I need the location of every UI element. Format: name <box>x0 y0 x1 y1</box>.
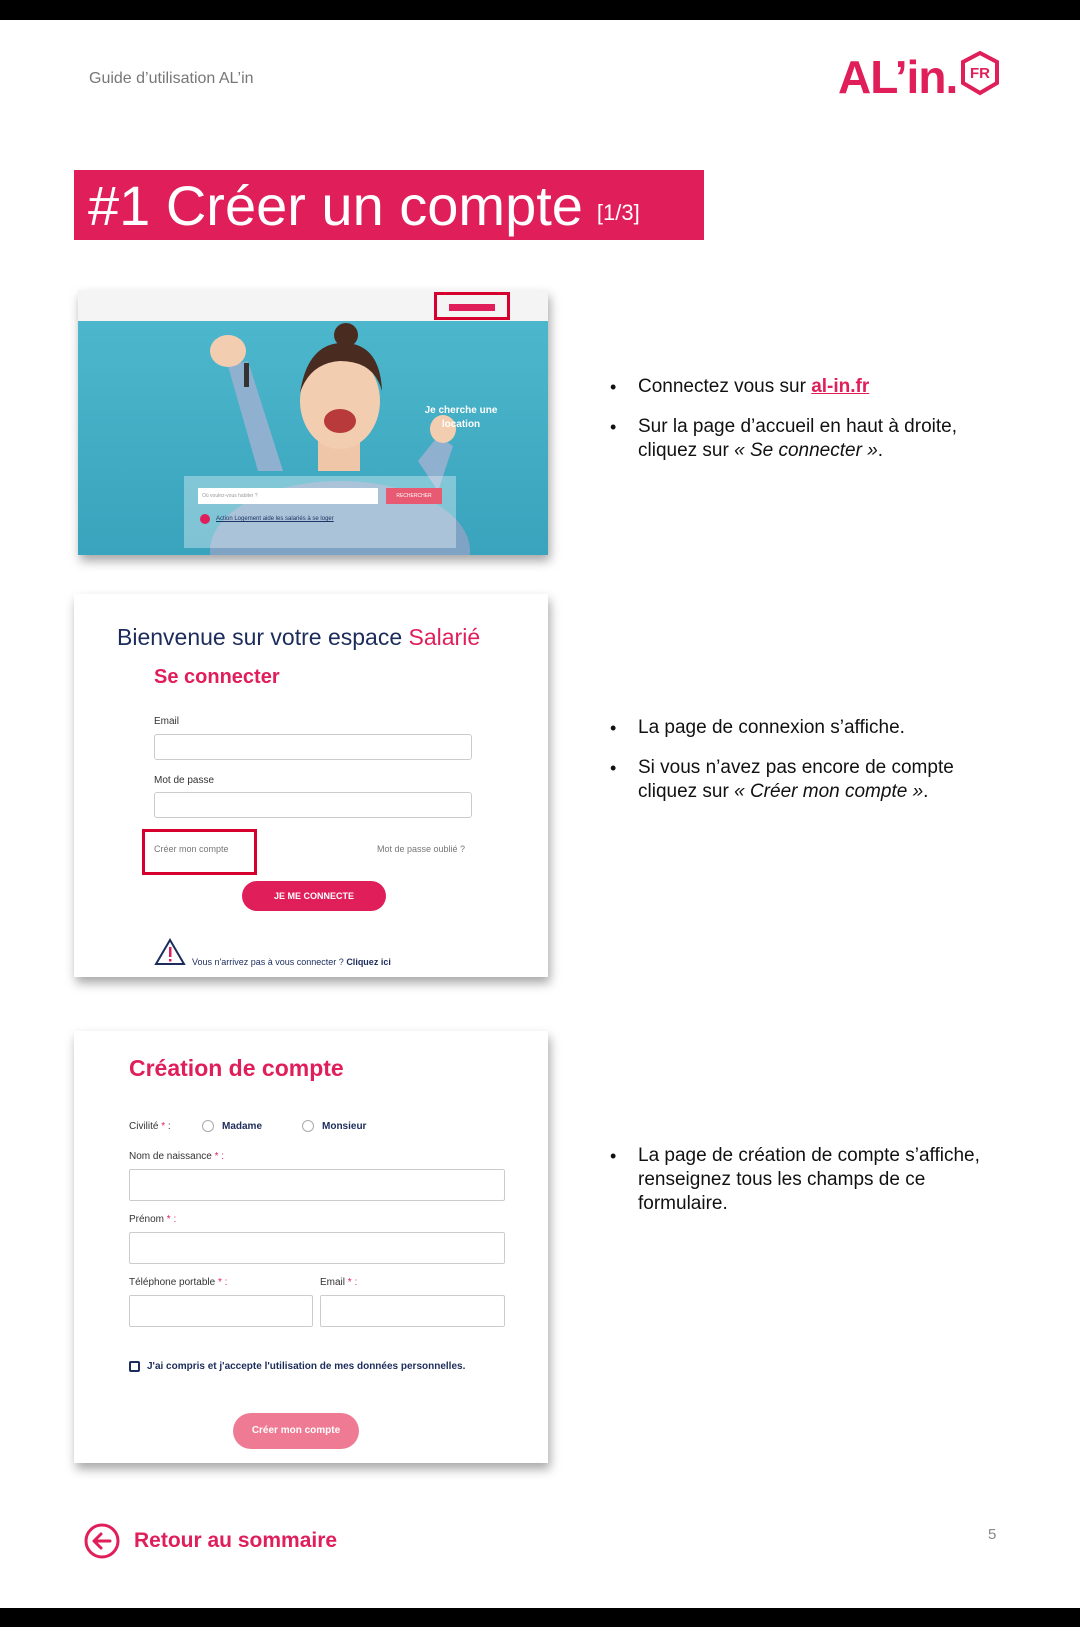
bullet-click-login: • Sur la page d’accueil en haut à droite, cliquez sur « Se connecter ». <box>608 415 1008 463</box>
alin-logo <box>838 50 1001 104</box>
signup-email-label: Email * : <box>320 1277 358 1288</box>
alin-site-link[interactable]: al-in.fr <box>811 376 870 397</box>
bullet-connect-site: • Connectez vous sur al-in.fr <box>608 375 1008 399</box>
login-help-text: Vous n'arrivez pas à vous connecter ? Cliquez ici <box>192 957 391 967</box>
page-title-step: [1/3] <box>596 200 640 225</box>
login-email-input[interactable] <box>154 734 472 760</box>
login-password-label: Mot de passe <box>154 775 215 786</box>
hero-tagline: Je cherche une location <box>424 405 498 430</box>
homepage-hero <box>78 321 548 555</box>
hero-search-box <box>184 476 456 548</box>
bullet-login-page: • La page de connexion s’affiche. <box>608 716 1008 740</box>
phone-input[interactable] <box>129 1295 313 1327</box>
page-title-main: #1 Créer un compte <box>88 173 583 237</box>
signup-email-input[interactable] <box>320 1295 505 1327</box>
page-number: 5 <box>988 1526 997 1543</box>
forgot-password-link[interactable]: Mot de passe oublié ? <box>377 844 466 854</box>
bullet-create-account: • Si vous n’avez pas encore de compte cliquez sur « Créer mon compte ». <box>608 756 1008 804</box>
guide-title: Guide d’utilisation AL’in <box>89 70 254 87</box>
back-to-summary-label: Retour au sommaire <box>134 1529 338 1552</box>
radio-monsieur[interactable] <box>302 1120 314 1132</box>
action-logement-link[interactable]: Action Logement aide les salariés à se loger <box>216 516 334 522</box>
create-account-link[interactable]: Créer mon compte <box>154 844 229 854</box>
help-click-here-link[interactable]: Cliquez ici <box>346 957 391 967</box>
birth-name-label: Nom de naissance * : <box>129 1151 225 1162</box>
consent-label: J'ai compris et j'accepte l'utilisation de mes données personnelles. <box>147 1361 466 1372</box>
login-email-label: Email <box>154 716 180 727</box>
page-title <box>74 170 704 240</box>
radio-madame-label: Madame <box>222 1121 263 1132</box>
consent-checkbox[interactable] <box>129 1361 140 1372</box>
fr-badge-icon <box>959 50 1001 96</box>
homepage-login-button[interactable] <box>449 304 495 311</box>
back-to-summary-link[interactable] <box>84 1523 337 1559</box>
radio-madame[interactable] <box>202 1120 214 1132</box>
connect-button[interactable]: JE ME CONNECTE <box>242 881 386 911</box>
phone-label: Téléphone portable * : <box>129 1277 228 1288</box>
create-account-button[interactable]: Créer mon compte <box>233 1413 359 1449</box>
hero-search-button[interactable]: RECHERCHER <box>386 488 442 504</box>
civility-label: Civilité * : <box>129 1121 171 1132</box>
section1-instructions <box>608 375 1008 479</box>
signup-heading: Création de compte <box>129 1055 344 1081</box>
section2-instructions <box>608 716 1008 820</box>
guide-page <box>0 20 1080 1608</box>
first-name-input[interactable] <box>129 1232 505 1264</box>
highlight-login-frame <box>434 292 510 320</box>
login-password-input[interactable] <box>154 792 472 818</box>
logo-text: AL’in. <box>838 51 958 103</box>
hero-search-input[interactable]: Où voulez-vous habiter ? <box>198 488 378 504</box>
signup-screenshot <box>74 1031 548 1463</box>
login-screenshot <box>74 594 548 977</box>
first-name-label: Prénom * : <box>129 1214 177 1225</box>
homepage-screenshot <box>78 290 548 555</box>
login-welcome-title: Bienvenue sur votre espace Salarié <box>117 624 481 650</box>
action-logement-icon <box>200 514 210 524</box>
radio-monsieur-label: Monsieur <box>322 1121 367 1132</box>
fr-badge-text: FR <box>970 65 991 82</box>
bullet-fill-form: • La page de création de compte s’affiche, renseignez tous les champs de ce formulaire. <box>608 1144 1008 1216</box>
warning-icon <box>154 938 186 966</box>
back-arrow-icon <box>84 1523 120 1559</box>
section3-instructions <box>608 1144 1008 1232</box>
login-heading: Se connecter <box>154 666 280 688</box>
birth-name-input[interactable] <box>129 1169 505 1201</box>
